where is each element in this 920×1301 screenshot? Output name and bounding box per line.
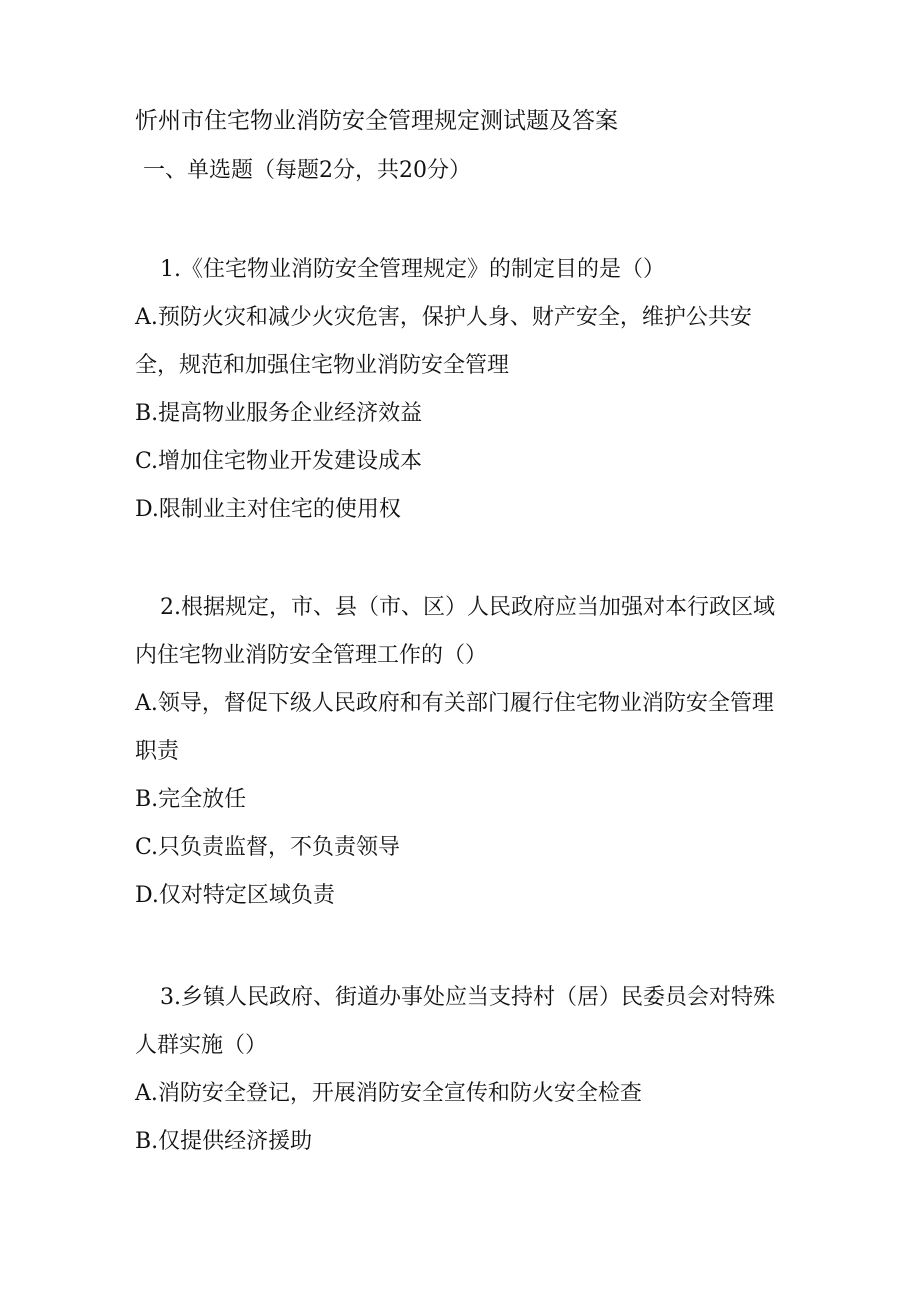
question-stem: 2.根据规定，市、县（市、区）人民政府应当加强对本行政区域内住宅物业消防安全管理工作的（） bbox=[135, 595, 775, 668]
document-title: 忻州市住宅物业消防安全管理规定测试题及答案 bbox=[135, 108, 618, 134]
question-2 bbox=[135, 584, 795, 920]
question-1 bbox=[135, 246, 795, 534]
question-3 bbox=[135, 974, 795, 1166]
option-c: C.只负责监督，不负责领导 bbox=[135, 835, 401, 860]
option-a: A.领导，督促下级人民政府和有关部门履行住宅物业消防安全管理职责 bbox=[135, 691, 774, 764]
question-stem: 3.乡镇人民政府、街道办事处应当支持村（居）民委员会对特殊人群实施（） bbox=[135, 985, 775, 1058]
option-b: B.提高物业服务企业经济效益 bbox=[135, 401, 423, 426]
option-a: A.消防安全登记，开展消防安全宣传和防火安全检查 bbox=[135, 1081, 642, 1106]
option-c: C.增加住宅物业开发建设成本 bbox=[135, 449, 423, 474]
option-b: B.完全放任 bbox=[135, 787, 247, 812]
question-stem: 1.《住宅物业消防安全管理规定》的制定目的是（） bbox=[160, 257, 665, 282]
option-d: D.仅对特定区域负责 bbox=[135, 883, 335, 908]
section-heading: 一、单选题（每题2分，共20分） bbox=[143, 158, 471, 183]
option-a: A.预防火灾和减少火灾危害，保护人身、财产安全，维护公共安全，规范和加强住宅物业消防安全管理 bbox=[135, 305, 752, 378]
option-b: B.仅提供经济援助 bbox=[135, 1129, 313, 1154]
option-d: D.限制业主对住宅的使用权 bbox=[135, 497, 401, 522]
